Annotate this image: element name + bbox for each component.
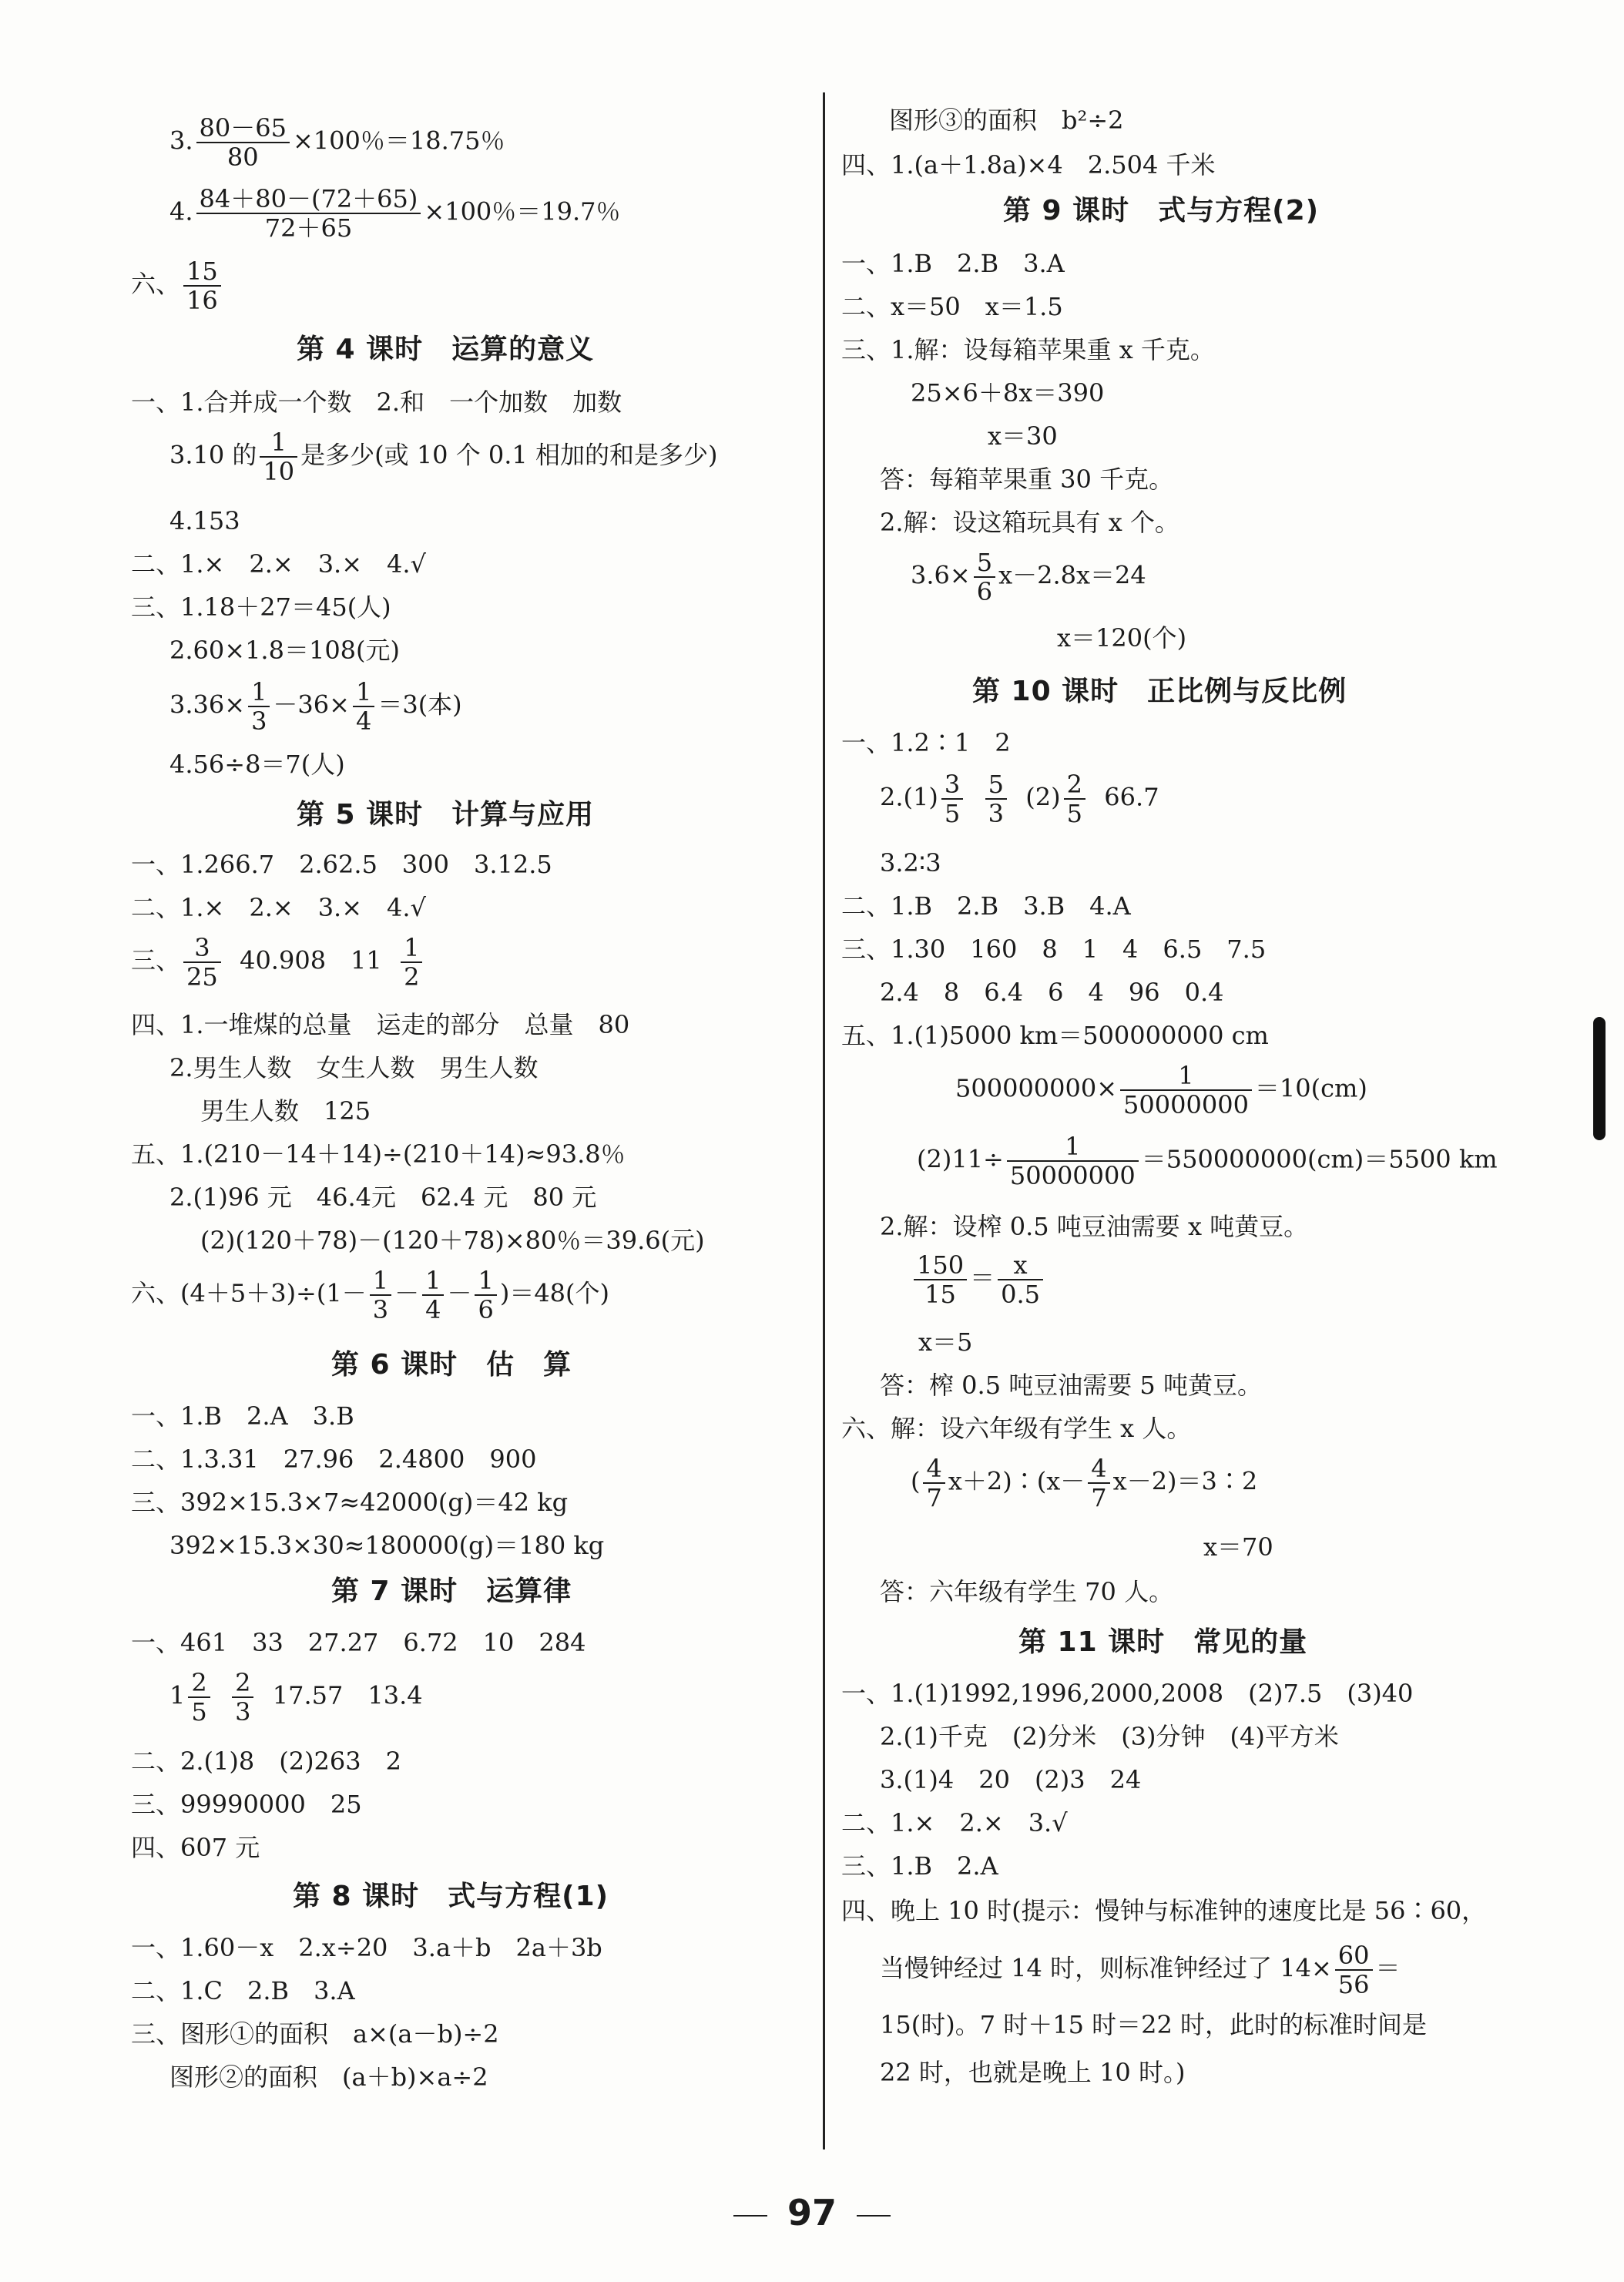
fraction: $\frac{3}{5}$ — [941, 770, 963, 827]
answer-line: 三、99990000 25 — [131, 1790, 362, 1819]
answer-line: 4.153 — [169, 506, 240, 535]
fraction: $\frac{5}{3}$ — [985, 770, 1007, 827]
answer-line: x＝70 — [1203, 1532, 1273, 1562]
lesson-title: 第 4 课时 运算的意义 — [297, 334, 595, 365]
answer-line: 男生人数 125 — [200, 1096, 371, 1126]
answer-line: 图形②的面积 (a＋b)×a÷2 — [169, 2062, 488, 2092]
page-dash — [733, 2215, 767, 2217]
answer-line: 一、1.B 2.A 3.B — [131, 1401, 354, 1431]
answer-line: 一、1.B 2.B 3.A — [841, 249, 1065, 278]
answer-line: 2.解：设榨 0.5 吨豆油需要 x 吨黄豆。 — [880, 1212, 1309, 1241]
answer-line: (2)(120＋78)－(120＋78)×80％＝39.6(元) — [200, 1226, 705, 1255]
answer-line: 2.(1)千克 (2)分米 (3)分钟 (4)平方米 — [880, 1722, 1339, 1751]
fraction: $\frac{80-65}{80}$ — [196, 114, 290, 171]
lesson-title: 第 5 课时 计算与应用 — [297, 799, 595, 831]
answer-line: 六、解：设六年级有学生 x 人。 — [841, 1414, 1192, 1443]
answer-line: 四、晚上 10 时(提示：慢钟与标准钟的速度比是 56∶60， — [841, 1896, 1487, 1925]
fraction: $\frac{60}{56}$ — [1335, 1941, 1373, 1998]
answer-line: 四、1.一堆煤的总量 运走的部分 总量 80 — [131, 1010, 630, 1039]
answer-line: 答：六年级有学生 70 人。 — [880, 1577, 1174, 1606]
answer-line: 一、1.266.7 2.62.5 300 3.12.5 — [131, 850, 552, 879]
fraction: $\frac{1}{50000000}$ — [1120, 1062, 1252, 1119]
fraction: $\frac{1}{3}$ — [248, 678, 270, 735]
answer-line: $\frac{150}{15}$ ＝ $\frac{x}{0.5}$ — [911, 1251, 1046, 1308]
answer-line: 二、1.× 2.× 3.× 4.√ — [131, 549, 426, 579]
fraction: $\frac{1}{3}$ — [370, 1267, 391, 1324]
answer-line: 4. $\frac{84+80-(72+65)}{72+65}$ ×100％＝19.7％ — [169, 184, 621, 243]
lesson-title: 第 11 课时 常见的量 — [1018, 1626, 1308, 1658]
lesson-title: 第 9 课时 式与方程(2) — [1003, 195, 1320, 227]
answer-line: 2.解：设这箱玩具有 x 个。 — [880, 508, 1179, 537]
fraction: $\frac{4}{7}$ — [923, 1455, 945, 1512]
answer-line: 二、1.B 2.B 3.B 4.A — [841, 891, 1131, 921]
fraction: $\frac{1}{4}$ — [353, 678, 374, 735]
fraction: $\frac{5}{6}$ — [974, 549, 995, 606]
answer-line: 25×6＋8x＝390 — [911, 378, 1105, 408]
scan-edge-mark — [1593, 1017, 1606, 1140]
column-divider — [823, 92, 825, 2149]
answer-line: 一、461 33 27.27 6.72 10 284 — [131, 1628, 586, 1657]
fraction: $\frac{4}{7}$ — [1088, 1455, 1109, 1512]
answer-line: 三、392×15.3×7≈42000(g)＝42 kg — [131, 1488, 569, 1517]
lesson-title: 第 10 课时 正比例与反比例 — [972, 676, 1347, 707]
answer-line: 一、1.合并成一个数 2.和 一个加数 加数 — [131, 388, 622, 417]
lesson-title: 第 8 课时 式与方程(1) — [293, 1881, 609, 1912]
answer-line: 2.4 8 6.4 6 4 96 0.4 — [880, 978, 1224, 1007]
answer-line: 2.(1)96 元 46.4元 62.4 元 80 元 — [169, 1183, 597, 1212]
answer-line: 答：榨 0.5 吨豆油需要 5 吨黄豆。 — [880, 1371, 1262, 1400]
fraction: $\frac{3}{25}$ — [183, 934, 221, 991]
answer-line: 2.男生人数 女生人数 男生人数 — [169, 1053, 539, 1082]
answer-line: 五、1.(1)5000 km＝500000000 cm — [841, 1021, 1269, 1050]
answer-line: 二、2.(1)8 (2)263 2 — [131, 1747, 401, 1776]
answer-line: 二、1.× 2.× 3.× 4.√ — [131, 893, 426, 922]
answer-line: 三、1.B 2.A — [841, 1851, 998, 1881]
answer-line: 一、1.2∶1 2 — [841, 728, 1011, 757]
answer-line: 一、1.60－x 2.x÷20 3.a＋b 2a＋3b — [131, 1933, 602, 1962]
answer-line: 三、1.解：设每箱苹果重 x 千克。 — [841, 335, 1215, 364]
answer-line: 15(时)。7 时＋15 时＝22 时，此时的标准时间是 — [880, 2010, 1428, 2039]
answer-line: 一、1.(1)1992,1996,2000,2008 (2)7.5 (3)40 — [841, 1679, 1414, 1708]
answer-line: x＝5 — [918, 1327, 973, 1357]
fraction: $\frac{1}{50000000}$ — [1007, 1133, 1139, 1190]
answer-line: x＝120(个) — [1057, 623, 1187, 653]
fraction: $\frac{15}{16}$ — [183, 257, 221, 314]
fraction: $\frac{1}{10}$ — [260, 428, 297, 485]
answer-line: 3.(1)4 20 (2)3 24 — [880, 1765, 1142, 1794]
answer-line: 二、1.3.31 27.96 2.4800 900 — [131, 1445, 537, 1474]
answer-line: 图形③的面积 b²÷2 — [889, 106, 1124, 135]
fraction: $\frac{2}{3}$ — [232, 1669, 253, 1726]
answer-line: 三、 $\frac{3}{25}$ 40.908 11 $\frac{1}{2}$ — [131, 934, 425, 991]
answer-line: 22 时，也就是晚上 10 时。) — [880, 2058, 1186, 2087]
fraction: $\frac{150}{15}$ — [914, 1251, 967, 1308]
answer-line: 五、1.(210－14＋14)÷(210＋14)≈93.8％ — [131, 1139, 626, 1169]
lesson-title: 第 6 课时 估 算 — [331, 1349, 572, 1381]
answer-line: 六、 $\frac{15}{16}$ — [131, 257, 224, 314]
answer-line: ( $\frac{4}{7}$ x＋2)∶(x－ $\frac{4}{7}$ x－2)＝3∶2 — [911, 1454, 1258, 1512]
answer-line: 三、1.18＋27＝45(人) — [131, 592, 391, 622]
fraction: $\frac{x}{0.5}$ — [998, 1251, 1043, 1308]
fraction: $\frac{1}{4}$ — [422, 1267, 444, 1324]
answer-line: 3.36× $\frac{1}{3}$ －36× $\frac{1}{4}$ ＝3(本) — [169, 677, 462, 736]
answer-line: 二、x＝50 x＝1.5 — [841, 292, 1063, 321]
answer-line: 3.6× $\frac{5}{6}$ x－2.8x＝24 — [911, 548, 1146, 606]
fraction: $\frac{84+80-(72+65)}{72+65}$ — [196, 185, 421, 242]
answer-line: 1 $\frac{2}{5}$ $\frac{2}{3}$ 17.57 13.4 — [169, 1668, 423, 1727]
fraction: $\frac{2}{5}$ — [188, 1669, 210, 1726]
answer-line: 当慢钟经过 14 时，则标准钟经过了 14× $\frac{60}{56}$ ＝ — [880, 1941, 1401, 1999]
answer-line: 3.2∶3 — [880, 848, 941, 878]
page-number: 97 — [0, 2192, 1624, 2233]
answer-line: 答：每箱苹果重 30 千克。 — [880, 465, 1174, 494]
answer-line: 二、1.× 2.× 3.√ — [841, 1808, 1068, 1837]
fraction: $\frac{1}{2}$ — [401, 934, 422, 991]
fraction: $\frac{2}{5}$ — [1064, 770, 1085, 827]
answer-line: 3.10 的 $\frac{1}{10}$ 是多少(或 10 个 0.1 相加的和是多少) — [169, 428, 718, 486]
answer-line: 四、1.(a＋1.8a)×4 2.504 千米 — [841, 150, 1216, 180]
answer-line: x＝30 — [988, 421, 1058, 451]
answer-line: 三、图形①的面积 a×(a－b)÷2 — [131, 2019, 499, 2049]
answer-line: 二、1.C 2.B 3.A — [131, 1976, 355, 2005]
answer-line: 2.60×1.8＝108(元) — [169, 636, 401, 665]
answer-line: 四、607 元 — [131, 1833, 260, 1862]
answer-line: 2.(1) $\frac{3}{5}$ $\frac{5}{3}$ (2) $\frac{2}{5}$ 66.7 — [880, 770, 1159, 828]
fraction: $\frac{1}{6}$ — [475, 1267, 496, 1324]
answer-line: 六、(4＋5＋3)÷(1－ $\frac{1}{3}$ － $\frac{1}{4}$ － $\frac{1}{6}$ )＝48(个) — [131, 1266, 610, 1324]
answer-line: (2)11÷ $\frac{1}{50000000}$ ＝550000000(cm)＝5500 km — [917, 1132, 1498, 1190]
answer-line: 3. $\frac{80-65}{80}$ ×100％＝18.75％ — [169, 113, 505, 172]
page-dash — [857, 2215, 891, 2217]
lesson-title: 第 7 课时 运算律 — [331, 1576, 572, 1607]
answer-line: 4.56÷8＝7(人) — [169, 750, 345, 779]
answer-line: 392×15.3×30≈180000(g)＝180 kg — [169, 1531, 605, 1560]
answer-line: 500000000× $\frac{1}{50000000}$ ＝10(cm) — [955, 1061, 1367, 1119]
answer-line: 三、1.30 160 8 1 4 6.5 7.5 — [841, 935, 1267, 964]
